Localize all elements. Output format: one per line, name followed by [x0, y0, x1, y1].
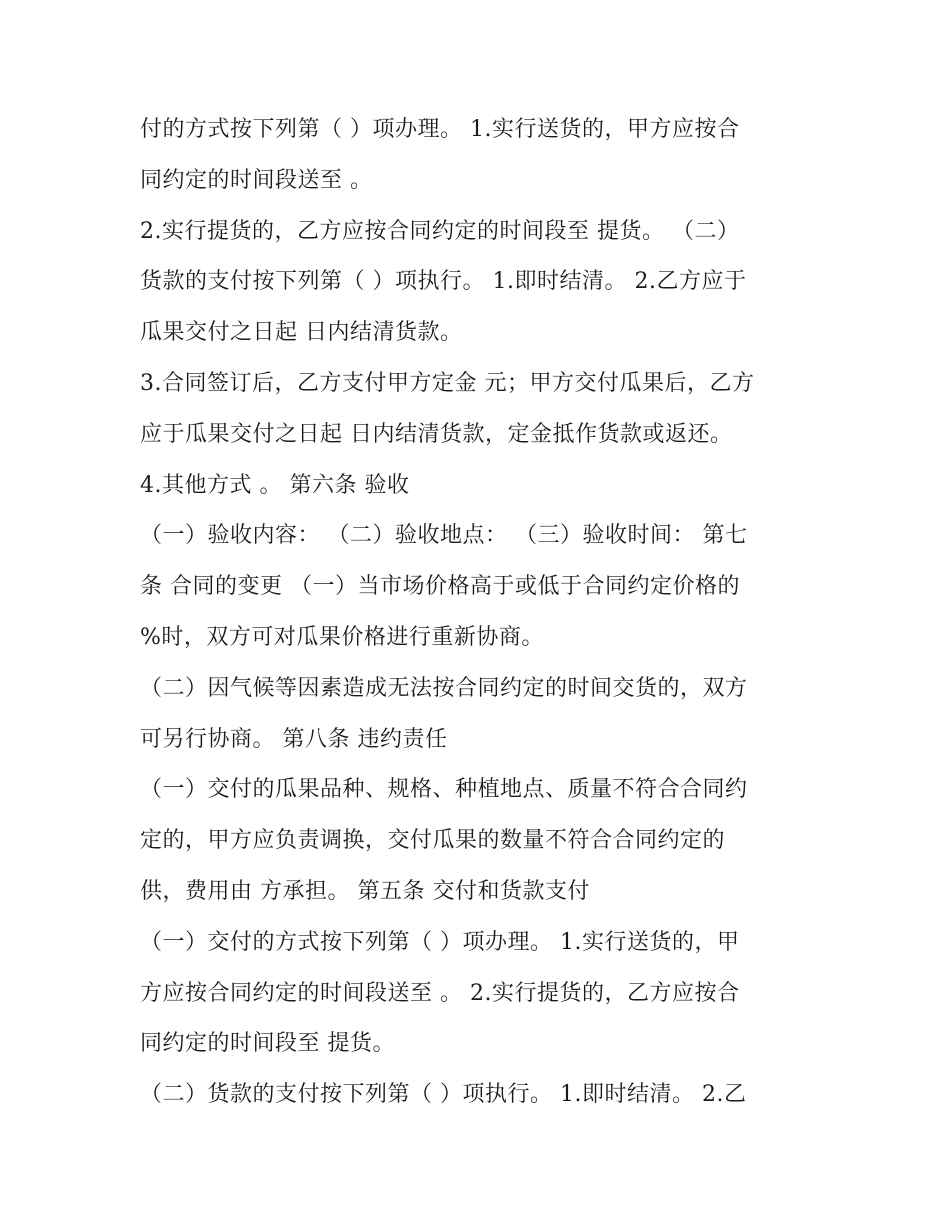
text-line: 同约定的时间段至 提货。: [140, 1031, 395, 1057]
text-line: （一）验收内容： （二）验收地点： （三）验收时间： 第七: [140, 523, 748, 549]
text-line: 应于瓜果交付之日起 日内结清货款，定金抵作货款或返还。: [140, 421, 733, 447]
text-line: 方应按合同约定的时间段送至 。 2.实行提货的，乙方应按合: [140, 980, 740, 1006]
text-line: %时，双方可对瓜果价格进行重新协商。: [140, 624, 544, 650]
text-line: （二）因气候等因素造成无法按合同约定的时间交货的，双方: [140, 675, 748, 701]
text-line: 付的方式按下列第（ ）项办理。 1.实行送货的，甲方应按合: [140, 117, 740, 142]
text-line: 条 合同的变更 （一）当市场价格高于或低于合同约定价格的: [140, 574, 740, 600]
text-line: 供，费用由 方承担。 第五条 交付和货款支付: [140, 878, 590, 904]
text-line: 2.实行提货的，乙方应按合同约定的时间段至 提货。 （二）: [140, 218, 740, 244]
text-line: 可另行协商。 第八条 违约责任: [140, 726, 448, 752]
text-line: 4.其他方式 。 第六条 验收: [140, 472, 410, 498]
text-line: 瓜果交付之日起 日内结清货款。: [140, 320, 463, 346]
contract-text-body: [140, 110, 830, 1126]
text-line: （一）交付的方式按下列第（ ）项办理。 1.实行送货的，甲: [140, 929, 740, 955]
text-line: 定的，甲方应负责调换，交付瓜果的数量不符合合同约定的: [140, 828, 726, 854]
text-line: （二）货款的支付按下列第（ ）项执行。 1.即时结清。 2.乙: [140, 1082, 747, 1108]
text-line: 3.合同签订后，乙方支付甲方定金 元；甲方交付瓜果后，乙方: [140, 370, 755, 396]
text-line: 货款的支付按下列第（ ）项执行。 1.即时结清。 2.乙方应于: [140, 269, 747, 295]
text-line: 同约定的时间段送至 。: [140, 167, 373, 193]
text-line: （一）交付的瓜果品种、规格、种植地点、质量不符合合同约: [140, 777, 748, 803]
